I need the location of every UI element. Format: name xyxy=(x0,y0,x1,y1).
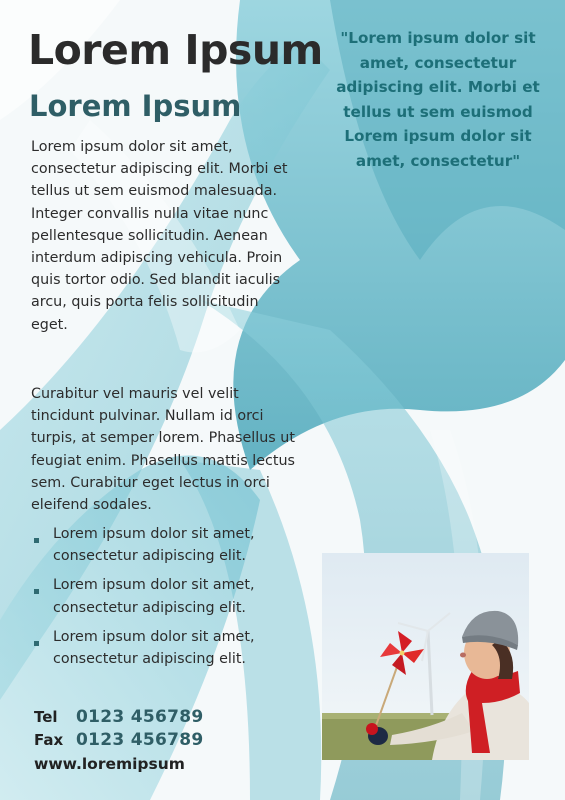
fax-number: 0123 456789 xyxy=(76,730,204,750)
list-item-text: Lorem ipsum dolor sit amet, consectetur adipiscing elit. xyxy=(53,577,255,616)
bullet-icon xyxy=(34,538,39,543)
body-paragraph-1: Lorem ipsum dolor sit amet, consectetur adipiscing elit. Morbi et tellus ut sem euismod malesuada. Integer convallis nulla vitae nunc pellentesque sollicitudin. Aenean interdum adipiscing vehicula. Proin quis tortor odio. Sed blandit iaculis arcu, quis porta felis sollicitudin eget. xyxy=(31,139,288,333)
bullet-list xyxy=(34,523,304,677)
list-item xyxy=(34,574,304,618)
phone-label: Tel xyxy=(34,708,58,726)
list-item-text: Lorem ipsum dolor sit amet, consectetur adipiscing elit. xyxy=(53,526,255,565)
phone-row xyxy=(34,705,204,728)
page-title: Lorem Ipsum xyxy=(28,26,323,74)
fax-row xyxy=(34,728,204,751)
fax-label: Fax xyxy=(34,731,64,749)
website-link[interactable]: www.loremipsum xyxy=(34,755,185,773)
contact-block xyxy=(34,705,204,776)
pull-quote: "Lorem ipsum dolor sit amet, consectetur adipiscing elit. Morbi et tellus ut sem euismod Lorem ipsum dolor sit amet, consectetur" xyxy=(336,29,540,170)
list-item xyxy=(34,626,304,670)
body-paragraph-2: Curabitur vel mauris vel velit tincidunt pulvinar. Nullam id orci turpis, at semper lorem. Phasellus ut feugiat enim. Phasellus mattis lectus sem. Curabitur eget lectus in orci eleifend sodales. xyxy=(31,386,295,514)
bullet-icon xyxy=(34,641,39,646)
photo-pinwheel-person xyxy=(322,553,529,760)
bullet-icon xyxy=(34,589,39,594)
page-subtitle: Lorem Ipsum xyxy=(29,89,242,123)
list-item-text: Lorem ipsum dolor sit amet, consectetur adipiscing elit. xyxy=(53,628,255,668)
list-item xyxy=(34,523,304,567)
phone-number[interactable]: 0123 456789 xyxy=(76,707,204,727)
